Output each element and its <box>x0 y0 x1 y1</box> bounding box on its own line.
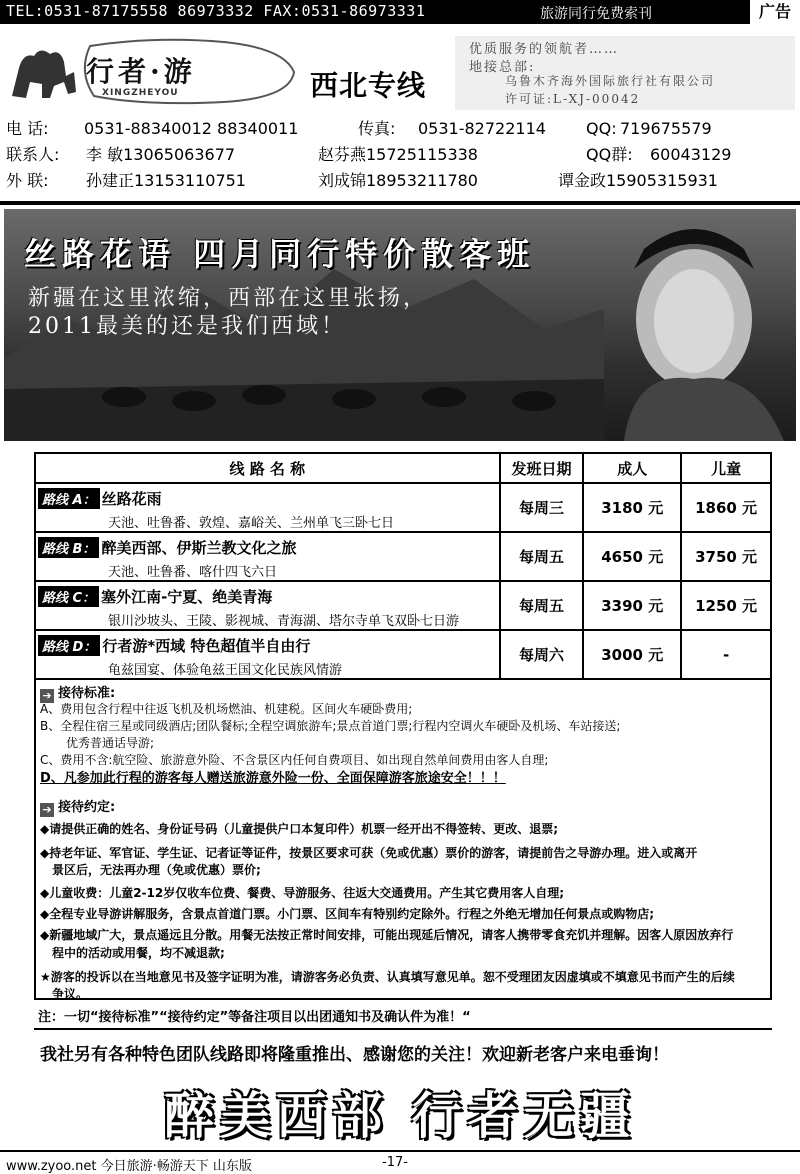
table-row <box>35 532 771 581</box>
agreement-heading <box>40 796 115 817</box>
standard-c: C、费用不含:航空险、旅游意外险、不含景区内任何自费项目、如出现自然单间费用由客人自理; <box>40 753 549 767</box>
route-tag: 路线 D： <box>38 635 100 656</box>
table-row <box>35 630 771 679</box>
route-desc: 银川沙坡头、王陵、影视城、青海湖、塔尔寺单飞双卧七日游 <box>108 614 460 629</box>
top-slogan: 旅游同行免费索刊 <box>540 6 652 22</box>
footer-site: www.zyoo.net 今日旅游·畅游天下 山东版 <box>6 1159 252 1174</box>
route-date: 每周五 <box>500 532 584 581</box>
route-date: 每周五 <box>500 581 584 630</box>
route-name: 西北专线 <box>310 69 427 102</box>
route-cell <box>35 532 500 581</box>
page-number: -17- <box>382 1155 408 1170</box>
agreement-5-cont: 程中的活动或用餐，均不减退款; <box>52 946 225 960</box>
route-adult-price: 3000 元 <box>583 630 681 679</box>
agreement-2-cont: 景区后，无法再办理（免或优惠）票价; <box>52 863 261 877</box>
top-contact-text: TEL:0531-87175558 86973332 FAX:0531-86973331 <box>6 2 426 20</box>
agreement-title: 接待约定: <box>58 800 116 815</box>
standard-b: B、全程住宿三星或同级酒店;团队餐标;全程空调旅游车;景点首道门票;行程内空调火车硬卧及机场、车站接送; <box>40 719 621 733</box>
agreement-4: ◆全程专业导游讲解服务，含景点首道门票。小门票、区间车有特别约定除外。行程之外绝无增加任何景点或购物店; <box>40 907 655 921</box>
person-label: 联系人: <box>6 145 60 164</box>
banner-line-2: 2011最美的还是我们西域！ <box>28 314 346 339</box>
agency-license: 许可证:L-XJ-00042 <box>505 92 641 106</box>
logo-subtext: XINGZHEYOU <box>102 88 179 98</box>
route-adult-price: 3180 元 <box>583 483 681 532</box>
agency-name: 乌鲁木齐海外国际旅行社有限公司 <box>505 74 716 88</box>
standard-a: A、费用包含行程中往返飞机及机场燃油、机建税。区间火车硬卧费用; <box>40 702 413 716</box>
route-date: 每周三 <box>500 483 584 532</box>
route-tag: 路线 A： <box>38 488 100 509</box>
out-contact-3: 谭金政15905315931 <box>558 171 718 190</box>
route-child-price: - <box>681 630 771 679</box>
route-tag: 路线 C： <box>38 586 99 607</box>
route-date: 每周六 <box>500 630 584 679</box>
route-desc: 天池、吐鲁番、喀什四飞六日 <box>108 565 278 580</box>
agreement-1: ◆请提供正确的姓名、身份证号码（儿童提供户口本复印件）机票一经开出不得签转、更改、退票; <box>40 822 559 836</box>
section-divider <box>0 201 800 205</box>
header-route: 线 路 名 称 <box>35 453 500 483</box>
banner-title: 丝路花语 四月同行特价散客班 <box>24 235 536 273</box>
header-child: 儿童 <box>681 453 771 483</box>
terms-box <box>34 678 772 1000</box>
person-2: 赵芬燕15725115338 <box>318 145 478 164</box>
arrow-icon: ➔ <box>40 689 54 703</box>
logo <box>4 32 300 108</box>
qqgroup-number: 60043129 <box>650 145 732 164</box>
phone-label: 电 话: <box>6 119 49 138</box>
route-adult-price: 4650 元 <box>583 532 681 581</box>
agreement-5: ◆新疆地域广大，景点遥远且分散。用餐无法按正常时间安排，可能出现延后情况，请客人携带零食充饥并理解。因客人原因放弃行 <box>40 928 734 942</box>
bottom-slogan: 醉美西部 行者无疆 <box>164 1086 636 1145</box>
route-price-table <box>34 452 772 680</box>
route-desc: 天池、吐鲁番、敦煌、嘉峪关、兰州单飞三卧七日 <box>108 516 395 531</box>
agreement-6-cont: 争议。 <box>52 987 89 1001</box>
out-contact-2: 刘成锦18953211780 <box>318 171 478 190</box>
qqgroup-label: QQ群: <box>586 145 633 164</box>
standard-d: D、凡参加此行程的游客每人赠送旅游意外险一份、全面保障游客旅途安全！！！ <box>40 771 506 786</box>
standards-title: 接待标准: <box>58 686 116 701</box>
phone-number: 0531-88340012 88340011 <box>84 119 299 138</box>
qq-label: QQ: <box>586 119 617 138</box>
fax-number: 0531-82722114 <box>418 119 546 138</box>
route-title: 行者游*西域 特色超值半自由行 <box>102 637 311 655</box>
person-1: 李 敏13065063677 <box>86 145 236 164</box>
arrow-icon: ➔ <box>40 803 54 817</box>
footer <box>0 1150 800 1174</box>
table-header-row <box>35 453 771 483</box>
agency-tagline: 优质服务的领航者…… <box>469 42 620 57</box>
agreement-6: ★游客的投诉以在当地意见书及签字证明为准，请游客务必负责、认真填写意见单。恕不受理团友因虚填或不填意见书而产生的后续 <box>40 970 735 984</box>
top-contact-bar <box>0 0 800 24</box>
table-row <box>35 483 771 532</box>
banner-line-1: 新疆在这里浓缩，西部在这里张扬， <box>28 286 429 311</box>
out-contact-1: 孙建正13153110751 <box>86 171 246 190</box>
agency-hq-label: 地接总部: <box>469 60 536 75</box>
agreement-3: ◆儿童收费：儿童2-12岁仅收车位费、餐费、导游服务、往返大交通费用。产生其它费用客人自理; <box>40 886 565 900</box>
route-title: 丝路花雨 <box>101 490 162 508</box>
route-child-price: 1250 元 <box>681 581 771 630</box>
agreement-2: ◆持老年证、军官证、学生证、记者证等证件，按景区要求可获（免或优惠）票价的游客，请提前告之导游办理。进入或离开 <box>40 846 698 860</box>
out-label: 外 联: <box>6 171 49 190</box>
fax-label: 传真: <box>358 119 396 138</box>
logo-text: 行者·游 <box>86 55 196 88</box>
route-cell <box>35 483 500 532</box>
ad-badge: 广告 <box>750 0 800 24</box>
route-title: 塞外江南-宁夏、绝美青海 <box>101 588 273 606</box>
route-tag: 路线 B： <box>38 537 99 558</box>
terms-bottom-border <box>34 1028 772 1030</box>
route-cell <box>35 581 500 630</box>
promo-banner <box>4 209 796 441</box>
standard-b-cont: 优秀普通话导游; <box>66 736 155 750</box>
terms-note: 注：一切“接待标准”“接待约定”等备注项目以出团通知书及确认件为准！“ <box>38 1010 471 1025</box>
header <box>0 26 800 114</box>
route-desc: 龟兹国宴、体验龟兹王国文化民族风情游 <box>108 663 343 678</box>
header-date: 发班日期 <box>500 453 584 483</box>
contact-block <box>0 114 800 200</box>
agency-info <box>455 36 795 110</box>
route-child-price: 1860 元 <box>681 483 771 532</box>
route-cell <box>35 630 500 679</box>
table-row <box>35 581 771 630</box>
route-child-price: 3750 元 <box>681 532 771 581</box>
thanks-message: 我社另有各种特色团队线路即将隆重推出、感谢您的关注！欢迎新老客户来电垂询！ <box>40 1045 669 1065</box>
qq-number: 719675579 <box>620 119 712 138</box>
route-adult-price: 3390 元 <box>583 581 681 630</box>
route-title: 醉美西部、伊斯兰教文化之旅 <box>101 539 297 557</box>
header-adult: 成人 <box>583 453 681 483</box>
